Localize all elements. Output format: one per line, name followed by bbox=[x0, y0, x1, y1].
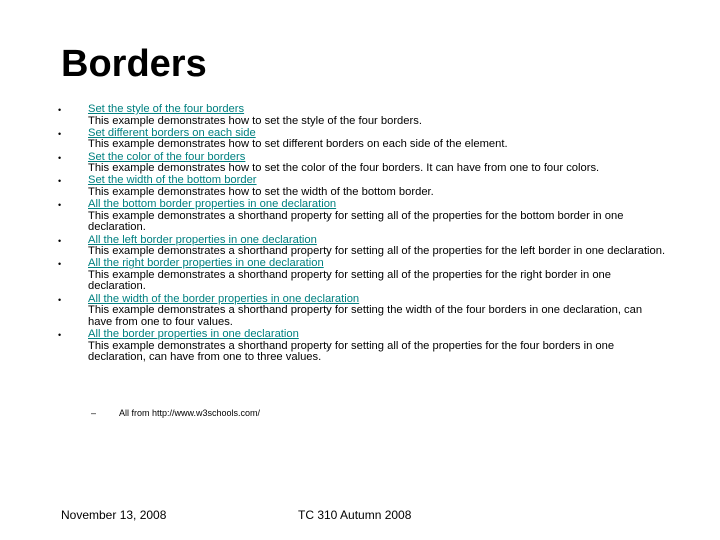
example-description: This example demonstrates how to set different borders on each side of the element. bbox=[88, 138, 508, 151]
source-note bbox=[91, 407, 260, 419]
bullet-icon: • bbox=[58, 152, 62, 163]
list-item bbox=[58, 175, 668, 198]
bullet-icon: • bbox=[58, 128, 62, 139]
list-item bbox=[58, 104, 668, 127]
bullet-icon: • bbox=[58, 330, 62, 341]
bullet-icon: • bbox=[58, 294, 62, 305]
list-item bbox=[58, 329, 668, 364]
bullet-icon: • bbox=[58, 176, 62, 187]
list-item bbox=[58, 152, 668, 175]
bullet-list bbox=[58, 104, 668, 364]
footer-course: TC 310 Autumn 2008 bbox=[298, 508, 412, 522]
example-link[interactable]: Set different borders on each side bbox=[88, 126, 256, 139]
example-link[interactable]: Set the color of the four borders bbox=[88, 150, 246, 163]
bullet-icon: • bbox=[58, 235, 62, 246]
example-link[interactable]: All the width of the border properties in one declaration bbox=[88, 292, 360, 305]
list-item bbox=[58, 235, 668, 258]
example-description: This example demonstrates how to set the style of the four borders. bbox=[88, 114, 422, 127]
example-description: This example demonstrates a shorthand property for setting the width of the four borders in one declaration, can have from one to four values. bbox=[88, 304, 643, 328]
example-description: This example demonstrates a shorthand property for setting all of the properties for the bottom border in one declaration. bbox=[88, 209, 624, 234]
example-link[interactable]: All the right border properties in one declaration bbox=[88, 257, 324, 270]
example-description: This example demonstrates a shorthand property for setting all of the properties for the four borders in one declaration, can have from one to three values. bbox=[88, 339, 615, 364]
example-description: This example demonstrates a shorthand property for setting all of the properties for the left border in one declaration. bbox=[88, 245, 666, 258]
list-item bbox=[58, 258, 668, 293]
example-description: This example demonstrates how to set the width of the bottom border. bbox=[88, 185, 434, 198]
list-item bbox=[58, 128, 668, 151]
footer-date: November 13, 2008 bbox=[61, 508, 167, 522]
example-link[interactable]: All the left border properties in one declaration bbox=[88, 233, 317, 246]
example-description: This example demonstrates how to set the color of the four borders. It can have from one to four colors. bbox=[88, 162, 600, 175]
bullet-icon: • bbox=[58, 200, 62, 211]
list-item bbox=[58, 199, 668, 234]
list-item bbox=[58, 294, 668, 329]
example-link[interactable]: All the bottom border properties in one declaration bbox=[88, 198, 337, 211]
dash-icon: – bbox=[91, 408, 97, 418]
example-link[interactable]: Set the width of the bottom border bbox=[88, 174, 257, 187]
example-link[interactable]: Set the style of the four borders bbox=[88, 103, 245, 115]
example-description: This example demonstrates a shorthand property for setting all of the properties for the right border in one declaration. bbox=[88, 268, 611, 293]
source-note-text: All from http://www.w3schools.com/ bbox=[119, 408, 261, 418]
example-link[interactable]: All the border properties in one declaration bbox=[88, 328, 299, 341]
slide-title: Borders bbox=[61, 43, 207, 85]
bullet-icon: • bbox=[58, 105, 62, 115]
bullet-icon: • bbox=[58, 259, 62, 270]
